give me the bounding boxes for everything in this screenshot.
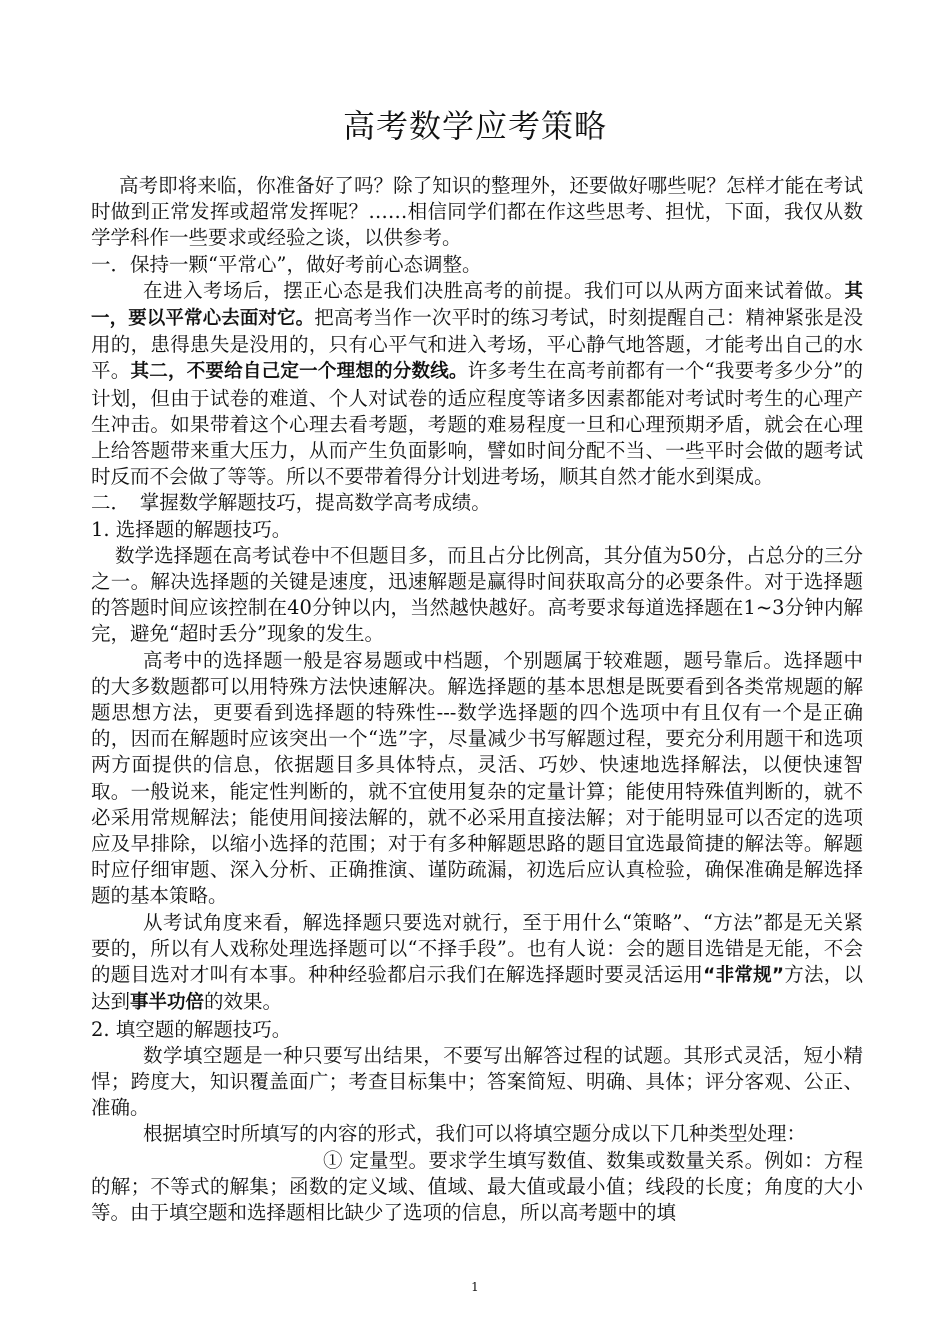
sub1-paragraph-1: 数学选择题在高考试卷中不但题目多，而且占分比例高，其分值为50分，占总分的三分之一。解决选择题的关键是速度，迅速解题是赢得时间获取高分的必要条件。对于选择题的答题时间应该控制在40分钟以内，当然越快越好。高考要求每道选择题在1~3分钟内解完，避免“超时丢分”现象的发生。 [91, 543, 863, 646]
sub1-p3-text-a: 从考试角度来看，解选择题只要选对就行，至于用什么“策略”、“方法”都是无关紧要的，所以有人戏称处理选择题可以“不择手段”。也有人说：会的题目选错是无能，不会的题目选对才叫有本事。种种经验都启示我们在解选择题时要灵活运用 [91, 910, 863, 987]
page-number: 1 [471, 1280, 479, 1294]
sub1-p3-bold-2: 事半功倍 [130, 992, 205, 1014]
sub2-paragraph-2: 根据填空时所填写的内容的形式，我们可以将填空题分成以下几种类型处理： [143, 1122, 807, 1146]
document-title: 高考数学应考策略 [342, 107, 607, 145]
sub1-heading: 1. 选择题的解题技巧。 [91, 517, 292, 541]
section1-heading: 一．保持一颗“平常心”，做好考前心态调整。 [91, 252, 482, 276]
sub1-paragraph-2: 高考中的选择题一般是容易题或中档题，个别题属于较难题，题号靠后。选择题中的大多数题都可以用特殊方法快速解决。解选择题的基本思想是既要看到各类常规题的解题思想方法，更要看到选择题的特殊性---数学选择题的四个选项中有且仅有一个是正确的，因而在解题时应该突出一个“选”字，尽量减少书写解题过程，要充分利用题干和选项两方面提供的信息，依据题目多具体特点，灵活、巧妙、快速地选择解法，以便快速智取。一般说来，能定性判断的，就不宜使用复杂的定量计算；能使用特殊值判断的，就不必采用常规解法；能使用间接法解的，就不必采用直接法解；对于能明显可以否定的选项应及早排除，以缩小选择的范围；对于有多种解题思路的题目宜选最简捷的解法等。解题时应仔细审题、深入分析、正确推演、谨防疏漏，初选后应认真检验，确保准确是解选择题的基本策略。 [91, 648, 863, 908]
section1-paragraph [91, 278, 863, 491]
sub1-p3-bold-1: “非常规” [703, 965, 784, 987]
intro-paragraph: 高考即将来临，你准备好了吗？除了知识的整理外，还要做好哪些呢？怎样才能在考试时做到正常发挥或超常发挥呢？……相信同学们都在作这些思考、担忧，下面，我仅从数学学科作一些要求或经验之谈，以供参考。 [91, 174, 863, 250]
section1-text-a: 在进入考场后，摆正心态是我们决胜高考的前提。我们可以从两方面来试着做。 [143, 278, 845, 302]
document-body [91, 173, 863, 1226]
sub1-p3-text-d: 的效果。 [204, 990, 283, 1014]
sub1-paragraph-3 [91, 910, 863, 1017]
sub2-paragraph-3: ① 定量型。要求学生填写数值、数集或数量关系。例如：方程的解；不等式的解集；函数的定义域、值域、最大值或最小值；线段的长度；角度的大小等。由于填空题和选择题相比缺少了选项的信息，所以高考题中的填 [91, 1148, 863, 1224]
section1-text-d: 许多考生在高考前都有一个“我要考多少分”的计划，但由于试卷的难道、个人对试卷的适应程度等诸多因素都能对考试时考生的心理产生冲击。如果带着这个心理去看考题，考题的难易程度一旦和心理预期矛盾，就会在心理上给答题带来重大压力，从而产生负面影响，譬如时间分配不当、一些平时会做的题考试时反而不会做了等等。所以不要带着得分计划进考场，顺其自然才能水到渠成。 [91, 359, 863, 489]
sub1-p3-text-c: 方法，以达到 [91, 963, 863, 1014]
section1-bold-2: 其二，不要给自己定一个理想的分数线。 [130, 361, 468, 383]
section1-bold-1: 其一，要以平常心去面对它。 [91, 280, 863, 330]
sub2-paragraph-1: 数学填空题是一种只要写出结果，不要写出解答过程的试题。其形式灵活，短小精悍；跨度大，知识覆盖面广；考查目标集中；答案简短、明确、具体；评分客观、公正、准确。 [91, 1043, 863, 1120]
sub2-heading: 2. 填空题的解题技巧。 [91, 1017, 292, 1041]
section1-text-c: 把高考当作一次平时的练习考试，时刻提醒自己：精神紧张是没用的，患得患失是没用的，只有心平气和进入考场，平心静气地答题，才能考出自己的水平。 [91, 306, 863, 383]
section2-heading: 二． 掌握数学解题技巧，提高数学高考成绩。 [91, 491, 491, 515]
